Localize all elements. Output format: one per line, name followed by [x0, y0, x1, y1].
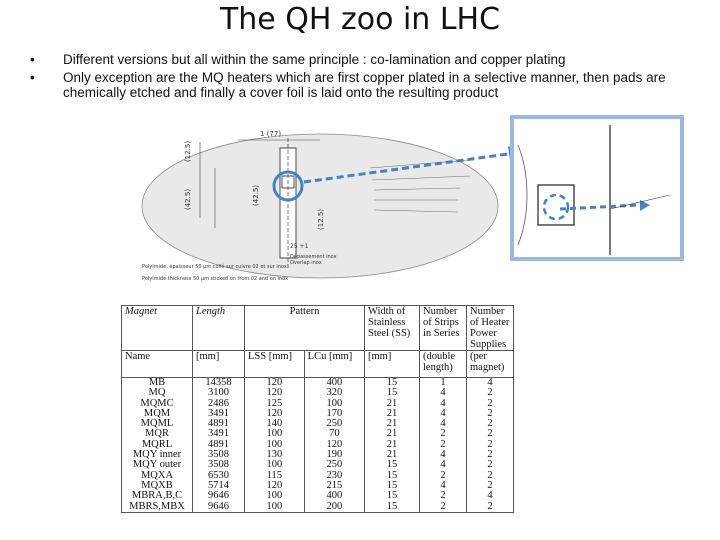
table-cell: 3491 [193, 409, 245, 419]
table-cell: 4 [420, 419, 467, 429]
table-cell: 4 [420, 450, 467, 460]
table-cell: 170 [304, 409, 364, 419]
table-cell: MQXB [122, 481, 193, 491]
table-cell: 2 [467, 399, 514, 409]
table-header-cell: Width of Stainless Steel (SS) [365, 306, 420, 351]
table-cell: 120 [245, 378, 305, 389]
table-cell: 3100 [193, 388, 245, 398]
table-cell: 4 [420, 481, 467, 491]
table-cell: MQMC [122, 399, 193, 409]
table-cell: 230 [304, 471, 364, 481]
table-header-cell: Number of Strips in Series [420, 306, 467, 351]
dim-label: 25 +1 [290, 243, 309, 250]
table-header-row [122, 351, 514, 378]
table-cell: 6530 [193, 471, 245, 481]
annotation: Dépassement inox [290, 254, 337, 260]
bullet-text: Only exception are the MQ heaters which are first copper plated in a selective manner, then pads are chemically etched and finally a cover foil is laid onto the resulting product [63, 70, 666, 100]
table-cell: MQXA [122, 471, 193, 481]
heater-cross-section-drawing [140, 118, 520, 298]
table-cell: 9646 [193, 491, 245, 501]
table-cell: 3508 [193, 460, 245, 470]
table-cell: 3508 [193, 450, 245, 460]
table-cell: 130 [245, 450, 305, 460]
table-cell: 4 [420, 388, 467, 398]
dim-label: 1 (77) [260, 130, 282, 138]
table-header-cell: (per magnet) [467, 351, 514, 378]
table-cell: 120 [245, 481, 305, 491]
table-cell: 100 [245, 460, 305, 470]
table-cell: 4 [420, 460, 467, 470]
table-cell: 100 [245, 429, 305, 439]
table-header-cell: Name [122, 351, 193, 378]
table-cell: 400 [304, 491, 364, 501]
table-row [122, 429, 514, 439]
page-title: The QH zoo in LHC [219, 2, 501, 37]
table-cell: 400 [304, 378, 364, 389]
table-row [122, 388, 514, 398]
table-cell: 190 [304, 450, 364, 460]
table-header-cell: LSS [mm] [245, 351, 305, 378]
table-row [122, 419, 514, 429]
table-cell: 100 [245, 491, 305, 501]
table-cell: 2 [420, 429, 467, 439]
bullet-item [30, 70, 710, 100]
dim-label: (42.5) [184, 188, 192, 210]
table-cell: MQML [122, 419, 193, 429]
table-cell: MQR [122, 429, 193, 439]
table-cell: 2486 [193, 399, 245, 409]
table-header-cell: Length [193, 306, 245, 351]
table-cell: 9646 [193, 502, 245, 513]
table-cell: 4 [420, 399, 467, 409]
table-cell: 2 [467, 471, 514, 481]
table-cell: 15 [365, 388, 420, 398]
table-cell: 250 [304, 460, 364, 470]
table-cell: 4 [420, 409, 467, 419]
table-cell: 21 [365, 419, 420, 429]
table-cell: 21 [365, 450, 420, 460]
table-cell: MQ [122, 388, 193, 398]
table-cell: 21 [365, 440, 420, 450]
bullet-glyph: • [30, 70, 35, 85]
table-cell: 120 [245, 388, 305, 398]
table-header-cell: Number of Heater Power Supplies [467, 306, 514, 351]
table-cell: 1 [420, 378, 467, 389]
table-cell: 15 [365, 481, 420, 491]
table-cell: 200 [304, 502, 364, 513]
table-cell: 2 [467, 409, 514, 419]
table-header-cell: [mm] [365, 351, 420, 378]
table-header-cell: (double length) [420, 351, 467, 378]
table-cell: 4 [467, 491, 514, 501]
table-cell: 14358 [193, 378, 245, 389]
bullet-text: Different versions but all within the same principle : co-lamination and copper plating [63, 52, 566, 67]
table-cell: 4891 [193, 440, 245, 450]
table-cell: 215 [304, 481, 364, 491]
table-row [122, 471, 514, 481]
table-cell: 2 [420, 502, 467, 513]
annotation: Overlap inox [290, 260, 322, 266]
table-cell: 2 [467, 450, 514, 460]
table-cell: 2 [420, 471, 467, 481]
table-cell: 2 [467, 388, 514, 398]
table-cell: MBRS,MBX [122, 502, 193, 513]
table-cell: 4 [467, 378, 514, 389]
table-header-cell: Magnet [122, 306, 193, 351]
table-cell: 140 [245, 419, 305, 429]
table-cell: 21 [365, 429, 420, 439]
annotation: Polyimide thickness 50 µm sticked on from 02 and on inox [142, 276, 289, 282]
bullet-glyph: • [30, 52, 35, 67]
annotation: Polyimide: épaisseur 50 µm collé sur cuivre 02 et sur inox [142, 264, 287, 270]
table-header-cell: LCu [mm] [304, 351, 364, 378]
table-cell: 2 [467, 440, 514, 450]
table-cell: 250 [304, 419, 364, 429]
dim-label: (12.5) [317, 208, 325, 230]
table-cell: 115 [245, 471, 305, 481]
table-row [122, 378, 514, 389]
table-cell: 70 [304, 429, 364, 439]
table-cell: 15 [365, 460, 420, 470]
table-row [122, 409, 514, 419]
table-cell: 3491 [193, 429, 245, 439]
table-cell: MQY outer [122, 460, 193, 470]
table-cell: 15 [365, 502, 420, 513]
table-cell: 2 [420, 440, 467, 450]
table-header-cell: Pattern [245, 306, 365, 351]
table-cell: 5714 [193, 481, 245, 491]
table-cell: 15 [365, 471, 420, 481]
table-cell: MQRL [122, 440, 193, 450]
table-cell: 2 [467, 460, 514, 470]
table-cell: MQY inner [122, 450, 193, 460]
table-cell: 100 [245, 440, 305, 450]
table-cell: 100 [245, 502, 305, 513]
table-row [122, 460, 514, 470]
table-cell: 125 [245, 399, 305, 409]
table-cell: 2 [467, 481, 514, 491]
table-cell: 15 [365, 378, 420, 389]
table-cell: 21 [365, 399, 420, 409]
table-cell: 120 [245, 409, 305, 419]
table-body [122, 378, 514, 513]
table-cell: 4891 [193, 419, 245, 429]
table-cell: 2 [467, 429, 514, 439]
table-cell: MBRA,B,C [122, 491, 193, 501]
table-header-cell: [mm] [193, 351, 245, 378]
heater-spec-table [121, 305, 514, 513]
table-row [122, 502, 514, 513]
zoom-detail-box [510, 115, 684, 261]
bullet-list [30, 52, 710, 103]
table-cell: 2 [420, 491, 467, 501]
table-cell: 100 [304, 399, 364, 409]
table-row [122, 399, 514, 409]
dim-label: (42.5) [252, 184, 260, 206]
table-cell: 15 [365, 491, 420, 501]
table-cell: 21 [365, 409, 420, 419]
table-cell: 120 [304, 440, 364, 450]
dim-label: (12.5) [184, 140, 192, 162]
table-cell: 2 [467, 419, 514, 429]
table-cell: MB [122, 378, 193, 389]
table-cell: 320 [304, 388, 364, 398]
table-cell: 2 [467, 502, 514, 513]
table-header-row [122, 306, 514, 351]
table-cell: MQM [122, 409, 193, 419]
bullet-item [30, 52, 710, 67]
